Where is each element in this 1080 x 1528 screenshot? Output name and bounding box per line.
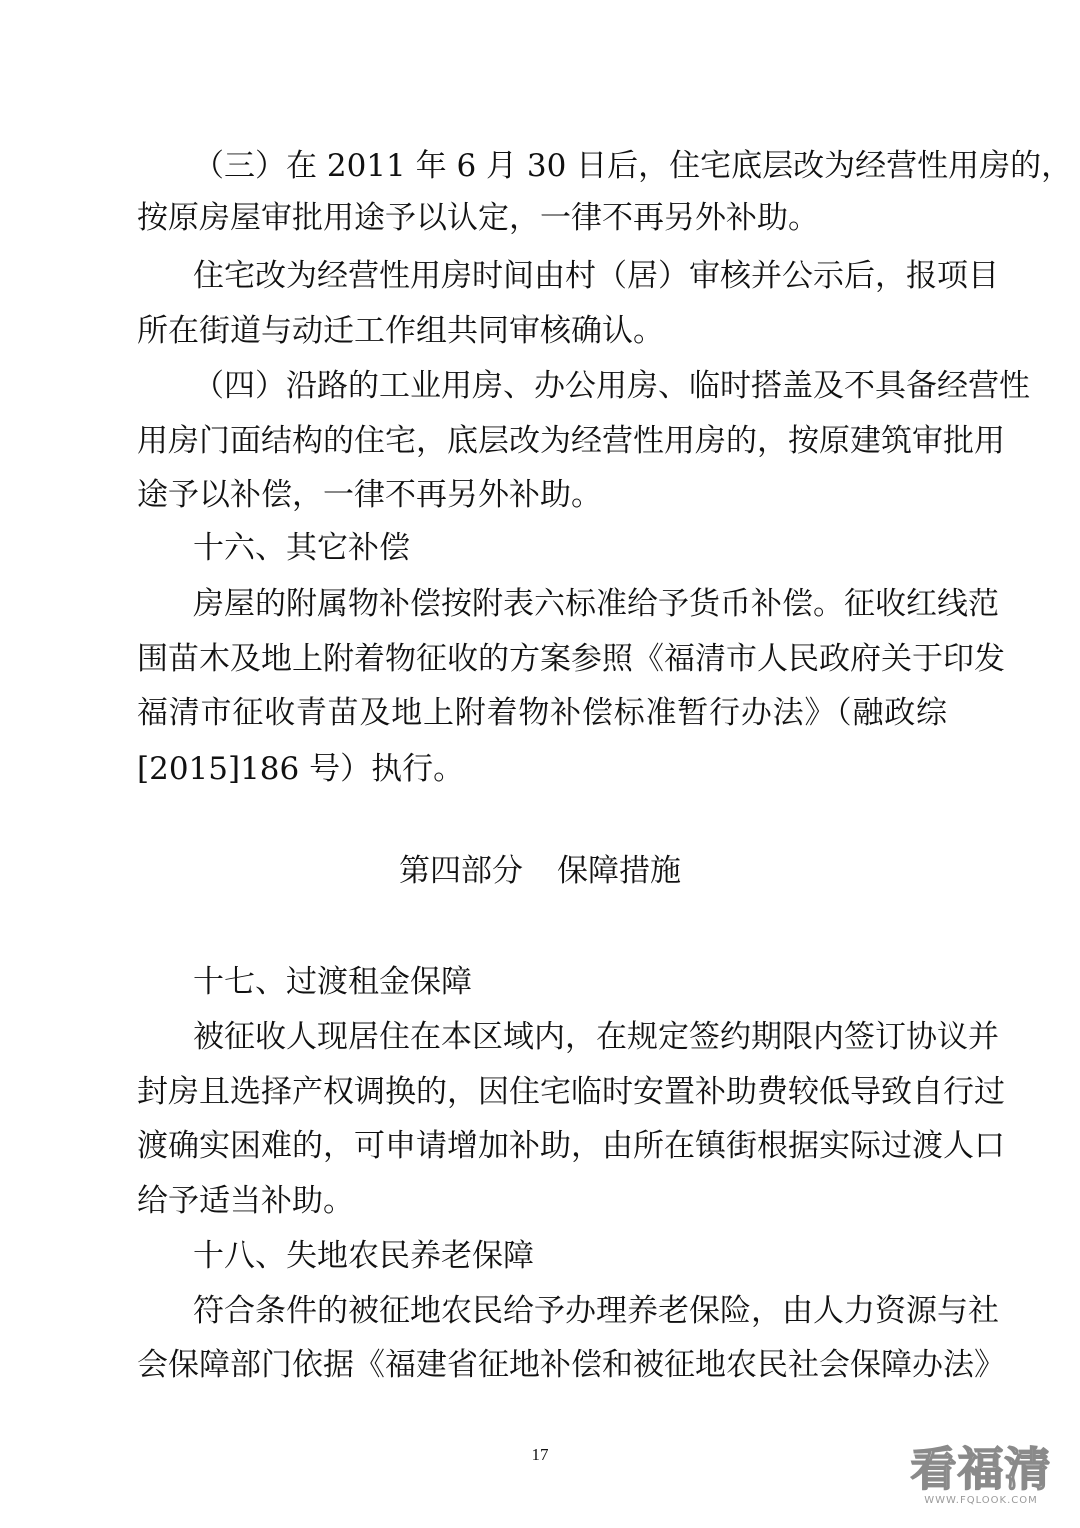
section-16-line-3: 福清市征收青苗及地上附着物补偿标准暂行办法》（融政综	[137, 695, 947, 731]
paragraph-3-line-1: （三）在 2011 年 6 月 30 日后，住宅底层改为经营性用房的，	[193, 148, 1073, 184]
section-17-line-4: 给予适当补助。	[137, 1183, 354, 1219]
section-18-heading: 十八、失地农民养老保障	[193, 1238, 534, 1274]
watermark-logo	[906, 1443, 1056, 1511]
paragraph-4-line-1: （四）沿路的工业用房、办公用房、临时搭盖及不具备经营性	[193, 368, 1030, 404]
paragraph-residential-line-1: 住宅改为经营性用房时间由村（居）审核并公示后，报项目	[193, 258, 999, 294]
paragraph-residential-line-2: 所在街道与动迁工作组共同审核确认。	[137, 313, 664, 349]
watermark-text: 看福清	[910, 1442, 1052, 1496]
paragraph-4-line-2: 用房门面结构的住宅，底层改为经营性用房的，按原建筑审批用	[137, 423, 1005, 459]
section-16-line-2: 围苗木及地上附着物征收的方案参照《福清市人民政府关于印发	[137, 641, 1005, 677]
section-16-heading: 十六、其它补偿	[193, 530, 410, 566]
section-17-line-2: 封房且选择产权调换的，因住宅临时安置补助费较低导致自行过	[137, 1074, 1005, 1110]
section-16-line-4: [2015]186 号）执行。	[137, 751, 465, 787]
part-4-title-text: 保障措施	[557, 853, 681, 889]
watermark-url: WWW.FQLOOK.COM	[924, 1495, 1038, 1506]
section-18-line-1: 符合条件的被征地农民给予办理养老保险，由人力资源与社	[193, 1293, 999, 1329]
part-4-title-number: 第四部分	[399, 853, 523, 889]
paragraph-3-line-2: 按原房屋审批用途予以认定，一律不再另外补助。	[137, 200, 819, 236]
page-number: 17	[531, 1445, 549, 1464]
paragraph-4-line-3: 途予以补偿，一律不再另外补助。	[137, 477, 602, 513]
section-16-line-1: 房屋的附属物补偿按附表六标准给予货币补偿。征收红线范	[193, 586, 999, 622]
section-17-line-1: 被征收人现居住在本区域内，在规定签约期限内签订协议并	[193, 1019, 999, 1055]
section-17-heading: 十七、过渡租金保障	[193, 964, 472, 1000]
section-17-line-3: 渡确实困难的，可申请增加补助，由所在镇街根据实际过渡人口	[137, 1128, 1005, 1164]
part-4-title	[0, 851, 1080, 891]
section-18-line-2: 会保障部门依据《福建省征地补偿和被征地农民社会保障办法》	[137, 1347, 1005, 1383]
